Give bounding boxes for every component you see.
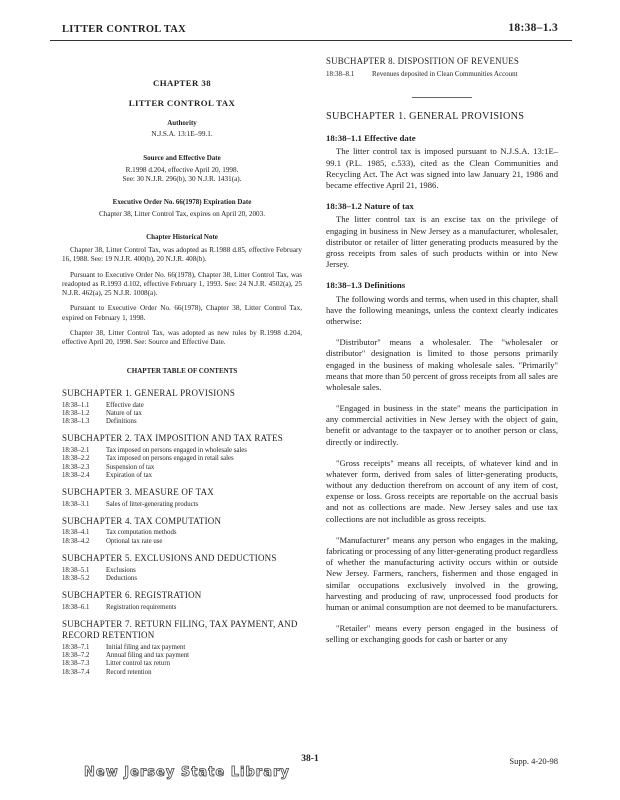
toc-subchapter-title: SUBCHAPTER 4. TAX COMPUTATION [62,515,222,526]
toc-entry [62,529,302,537]
toc-entry-number: 18:38–7.1 [62,643,90,651]
toc-entry-text: Annual filing and tax payment [106,652,190,660]
toc-entry-number: 18:38–7.2 [62,652,90,660]
toc-entry-text: Suspension of tax [106,463,155,471]
toc-entry [62,501,302,509]
toc-entry-text: Exclusions [106,566,136,574]
toc-subchapter-title: SUBCHAPTER 7. RETURN FILING, TAX PAYMENT, AND RECORD RETENTION [62,618,298,641]
toc-entry [62,447,302,455]
page-number: 38-1 [301,754,319,764]
section-paragraph: The following words and terms, when used in this chapter, shall have the following meanings, unless the context clearly indicates otherwise: [326,293,558,327]
entry-number: 18:38–8.1 [326,69,355,78]
historical-note-paragraph: Chapter 38, Litter Control Tax, was adopted as R.1988 d.85, effective February 16, 1988. See: 19 N.J.R. 400(b), 20 N.J.R. 408(b). [62,246,302,264]
toc-entry-number: 18:38–1.3 [62,418,90,426]
toc-entry-text: Expiration of tax [106,471,153,479]
toc-entry-text: Nature of tax [106,409,142,417]
toc-entry-text: Litter control tax return [106,660,170,668]
toc-entry [62,604,302,612]
toc-entry-number: 18:38–1.2 [62,409,90,417]
library-stamp: New Jersey State Library [84,765,290,780]
toc-entry [62,455,302,463]
running-header [62,22,558,38]
header-rule [50,40,572,41]
toc-entry-number: 18:38–2.3 [62,463,90,471]
toc-subchapter-title: SUBCHAPTER 1. GENERAL PROVISIONS [62,388,236,399]
toc-entry-number: 18:38–7.4 [62,668,90,676]
source-line-1: R.1998 d.204, effective April 20, 1998. [125,165,239,174]
toc-entry-number: 18:38–2.4 [62,471,90,479]
toc-entry-text: Record retention [106,668,152,676]
toc-entry-text: Registration requirements [106,603,177,611]
header-section-number: 18:38–1.3 [508,22,558,34]
supplement-date: Supp. 4-20-98 [509,756,558,766]
toc-entry [62,652,302,660]
toc-entry [62,575,302,583]
toc-entry [62,660,302,668]
toc-subchapter-title: SUBCHAPTER 6. REGISTRATION [62,590,202,601]
toc-entry-text: Tax imposed on persons engaged in retail sales [106,455,234,463]
table-of-contents [62,388,302,677]
historical-note-paragraph: Chapter 38, Litter Control Tax, was adopted as new rules by R.1998 d.204, effective April 20, 1998. See: Source and Effective Date. [62,328,302,346]
toc-entry-number: 18:38–5.2 [62,574,90,582]
subchapter-1-title: SUBCHAPTER 1. GENERAL PROVISIONS [326,110,525,122]
toc-entry [62,472,302,480]
section-heading: 18:38–1.3 Definitions [326,280,406,291]
chapter-number: CHAPTER 38 [152,78,211,88]
header-title: LITTER CONTROL TAX [62,24,187,35]
toc-heading: CHAPTER TABLE OF CONTENTS [126,367,238,376]
toc-subchapter-title: SUBCHAPTER 5. EXCLUSIONS AND DEDUCTIONS [62,552,277,563]
eo-heading: Executive Order No. 66(1978) Expiration Date [112,198,252,207]
separator-rule [412,97,472,98]
toc-entry-text: Effective date [106,401,144,409]
section-paragraph: "Gross receipts" means all receipts, of whatever kind and in whatever form, derived from sales of litter-generating products, without any deduction therefrom on account of any item of cost, expense or loss. Gross receipts are reportable on the accrual basis and not as collections are made. New Jersey sales and use tax collections are not includible as gross receipts. [326,457,558,524]
toc-entry [62,410,302,418]
source-heading: Source and Effective Date [143,153,221,162]
toc-entry-number: 18:38–5.1 [62,566,90,574]
toc-entry-number: 18:38–4.1 [62,529,90,537]
section-paragraph: The litter control tax is an excise tax on the privilege of engaging in business in New Jersey as a manufacturer, wholesaler, distributor or retailer of litter generating products measured by the gross receipts from sales of such products within or into New Jersey. [326,214,558,270]
section-paragraph: The litter control tax is imposed pursuant to N.J.S.A. 13:1E–99.1 (P.L. 1985, c.533), cited as the Clean Communities and Recycling Act. The Act was signed into law January 21, 1986 and became effective April 21, 1986. [326,146,558,190]
toc-entry-text: Initial filing and tax payment [106,643,186,651]
entry-text: Revenues deposited in Clean Communities Account [372,69,518,78]
toc-entry-number: 18:38–6.1 [62,603,90,611]
toc-entry-text: Deductions [106,574,137,582]
section-paragraph: "Engaged in business in the state" means the participation in any commercial activities in New Jersey with the object of gain, benefit or advantage to the taxpayer or to another person or class, directly or indirectly. [326,403,558,447]
toc-entry [62,669,302,677]
toc-entry-number: 18:38–7.3 [62,660,90,668]
toc-entry-number: 18:38–2.2 [62,455,90,463]
toc-subchapter-title: SUBCHAPTER 2. TAX IMPOSITION AND TAX RATES [62,433,283,444]
authority-text: N.J.S.A. 13:1E–99.1. [151,130,213,139]
source-line-2: See: 30 N.J.R. 296(b), 30 N.J.R. 1431(a). [122,174,242,183]
toc-entry-number: 18:38–4.2 [62,537,90,545]
toc-entry [62,464,302,472]
toc-entry-text: Definitions [106,418,137,426]
toc-entry [62,538,302,546]
subchapter-8-entry [326,70,558,79]
toc-entry-text: Tax computation methods [106,529,177,537]
toc-entry-text: Tax imposed on persons engaged in wholesale sales [106,446,247,454]
right-column [326,56,558,655]
section-paragraph: "Manufacturer" means any person who engages in the making, fabricating or processing of any litter-generating product regardless of whether the manufacturing activity occurs within or outside New Jersey. Farmers, ranchers, fishermen and those engaged in similar occupations exclusively involved in the growing, harvesting and producing of raw, unprocessed food products for human or animal consumption are not deemed to be manufacturers. [326,534,559,612]
toc-entry [62,644,302,652]
page-footer [0,752,620,792]
historical-note [62,246,302,347]
toc-entry [62,418,302,426]
section-heading: 18:38–1.2 Nature of tax [326,201,414,212]
section-paragraph: "Retailer" means every person engaged in the business of selling or exchanging goods for cash or barter or any [326,623,558,645]
rule-sections [326,133,558,645]
historical-note-paragraph: Pursuant to Executive Order No. 66(1978), Chapter 38, Litter Control Tax, was readopted as R.1993 d.102, effective February 1, 1993. See: 24 N.J.R. 4502(a), 25 N.J.R. 462(a), 25 N.J.R. 1008(a). [62,270,302,298]
section-paragraph: "Distributor" means a wholesaler. The "wholesaler or distributor" designation is limited to those persons primarily engaged in the business of making wholesale sales. "Primarily" means that more than 50 percent of gross receipts from all sales are wholesale sales. [326,337,558,392]
authority-heading: Authority [167,118,197,127]
historical-note-heading: Chapter Historical Note [146,233,218,242]
toc-entry [62,402,302,410]
historical-note-paragraph: Pursuant to Executive Order No. 66(1978), Chapter 38, Litter Control Tax, expired on February 1, 1998. [62,304,302,322]
toc-entry [62,567,302,575]
section-heading: 18:38–1.1 Effective date [326,132,416,143]
toc-entry-text: Optional tax rate use [106,537,163,545]
chapter-title: LITTER CONTROL TAX [128,98,236,109]
toc-entry-text: Sales of litter-generating products [106,500,199,508]
toc-entry-number: 18:38–1.1 [62,401,90,409]
toc-entry-number: 18:38–2.1 [62,446,90,454]
toc-entry-number: 18:38–3.1 [62,500,90,508]
subchapter-8-title: SUBCHAPTER 8. DISPOSITION OF REVENUES [326,56,520,66]
eo-text: Chapter 38, Litter Control Tax, expires on April 20, 2003. [98,210,266,219]
left-column [62,56,302,677]
toc-subchapter-title: SUBCHAPTER 3. MEASURE OF TAX [62,487,214,498]
